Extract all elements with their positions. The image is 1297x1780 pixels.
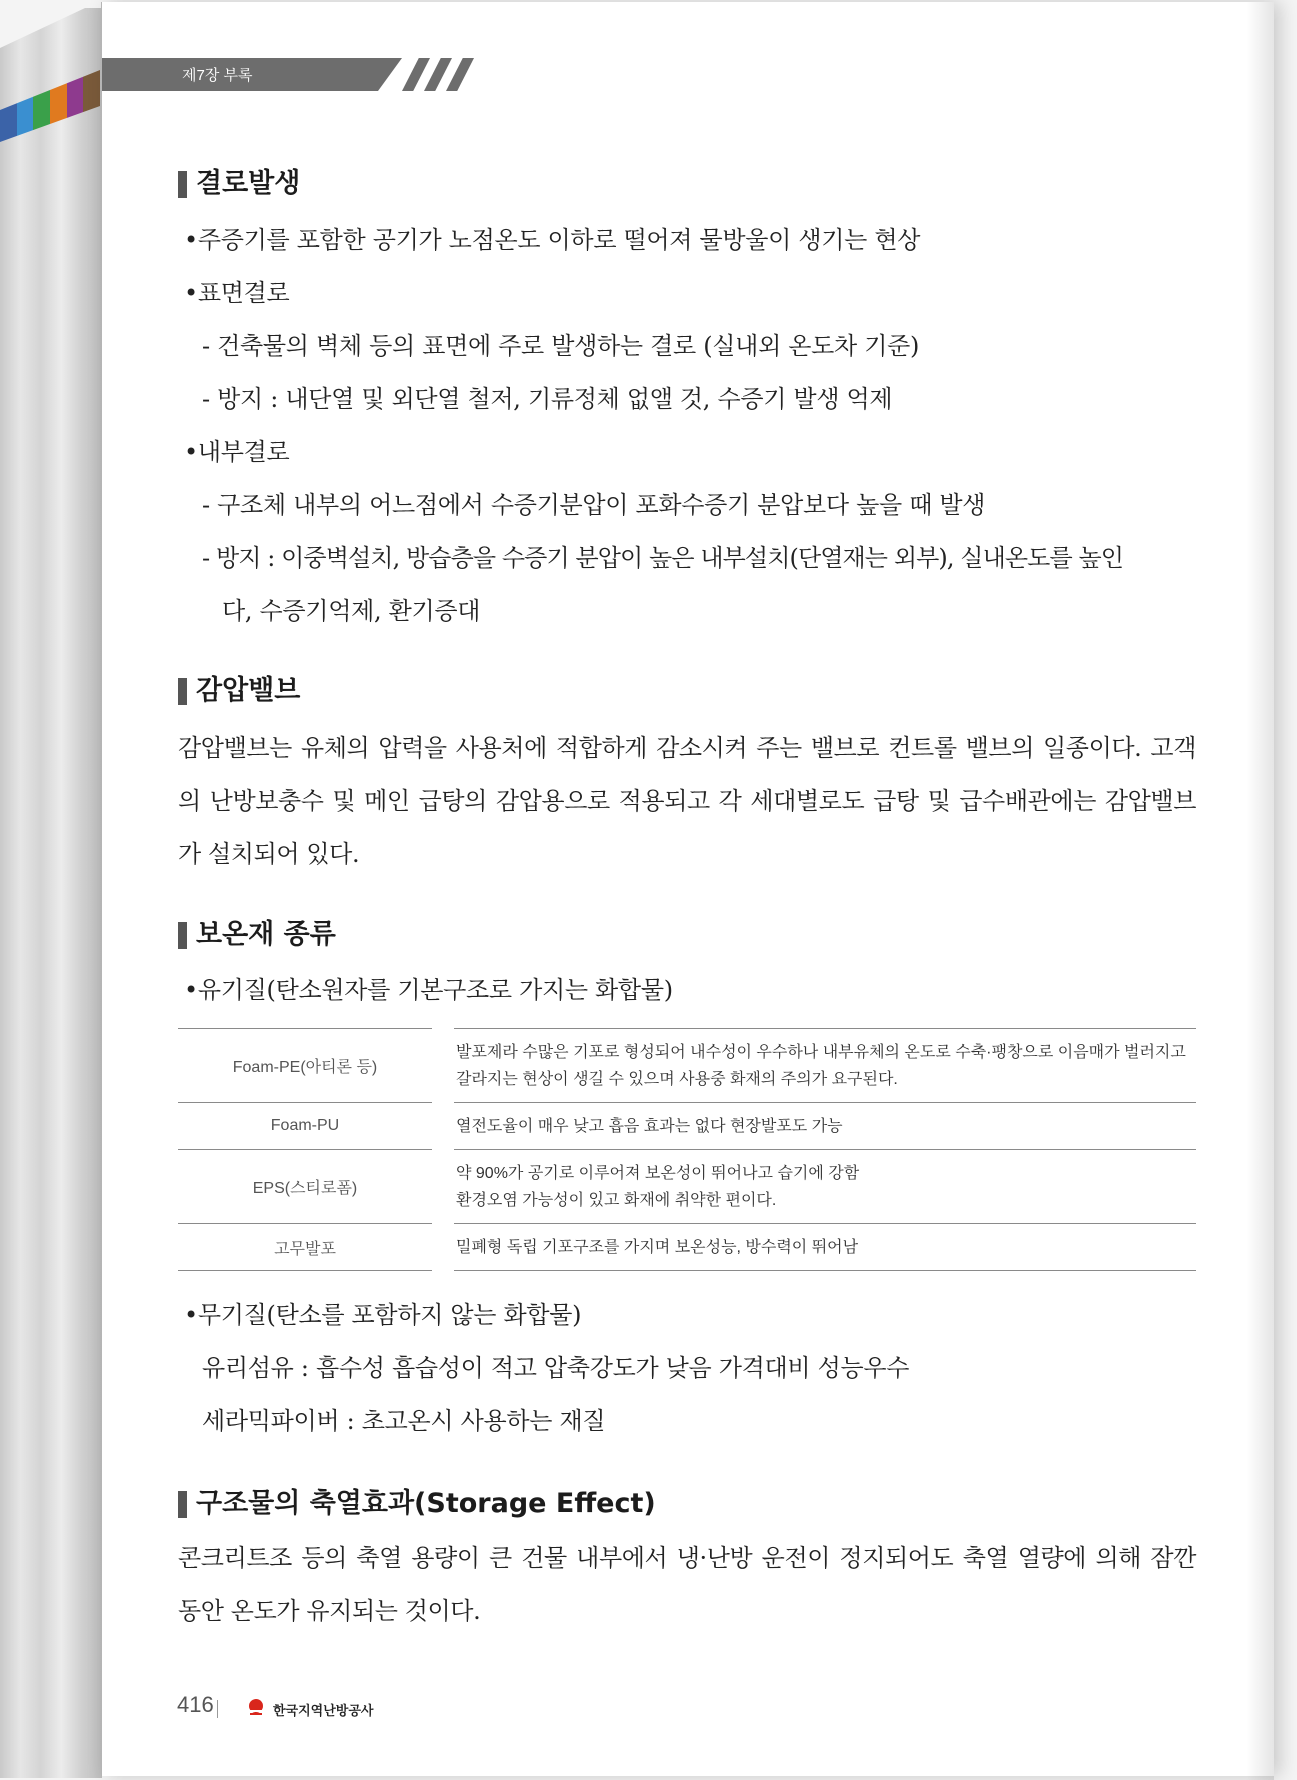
- table-row: [178, 1029, 1196, 1103]
- header-slash: [424, 58, 452, 91]
- section-title-condensation: 결로발생: [178, 168, 300, 200]
- bullet-text: •유기질(탄소원자를 기본구조로 가지는 화합물): [184, 976, 673, 1004]
- page-number: 416: [177, 1692, 214, 1717]
- bullet-text: •표면결로: [184, 279, 290, 307]
- table-row: [178, 1150, 1196, 1224]
- chapter-color-tabs: [0, 70, 100, 142]
- table-cell-name: Foam-PE(아티론 등): [178, 1029, 443, 1103]
- footer-divider: [217, 1700, 218, 1718]
- dash-text: - 건축물의 벽체 등의 표면에 주로 발생하는 결로 (실내외 온도차 기준): [202, 332, 920, 360]
- company-name: 한국지역난방공사: [273, 1704, 374, 1719]
- dash-text: - 방지 : 내단열 및 외단열 철저, 기류정체 없앨 것, 수증기 발생 억제: [202, 385, 893, 413]
- section-title-storage: 구조물의 축열효과(Storage Effect): [178, 1488, 656, 1520]
- storage-paragraph: 콘크리트조 등의 축열 용량이 큰 건물 내부에서 냉·난방 운전이 정지되어도 축열 열량에 의해 잠깐 동안 온도가 유지되는 것이다.: [178, 1544, 1196, 1625]
- inorganic-item: 세라믹파이버 : 초고온시 사용하는 재질: [202, 1407, 606, 1435]
- table-cell-name: EPS(스티로폼): [178, 1150, 443, 1224]
- table-cell-name: Foam-PU: [178, 1103, 443, 1150]
- header-slash: [402, 58, 430, 91]
- bullet-text: •내부결로: [184, 438, 290, 466]
- table-row: [178, 1224, 1196, 1271]
- table-row: [178, 1103, 1196, 1150]
- section-title-prv: 감압밸브: [178, 675, 300, 707]
- dash-text: - 구조체 내부의 어느점에서 수증기분압이 포화수증기 분압보다 높을 때 발생: [202, 491, 986, 519]
- table-cell-desc: 약 90%가 공기로 이루어져 보온성이 뛰어나고 습기에 강함 환경오염 가능성이 있고 화재에 취약한 편이다.: [443, 1150, 1196, 1224]
- chapter-label: 제7장 부록: [182, 67, 253, 84]
- bullet-text: •무기질(탄소를 포함하지 않는 화합물): [184, 1301, 582, 1329]
- header-slash: [446, 58, 474, 91]
- prv-paragraph: 감압밸브는 유체의 압력을 사용처에 적합하게 감소시켜 주는 밸브로 컨트롤 밸브의 일종이다. 고객의 난방보충수 및 메인 급탕의 감압용으로 적용되고 각 세대별로도 급탕 및 급수배관에는 감압밸브가 설치되어 있다.: [178, 734, 1196, 868]
- insulation-table: [178, 1028, 1196, 1271]
- table-cell-desc: 열전도율이 매우 낮고 흡음 효과는 없다 현장발포도 가능: [443, 1103, 1196, 1150]
- table-cell-name: 고무발포: [178, 1224, 443, 1271]
- table-cell-desc: 밀폐형 독립 기포구조를 가지며 보온성능, 방수력이 뛰어남: [443, 1224, 1196, 1271]
- bullet-text: •주증기를 포함한 공기가 노점온도 이하로 떨어져 물방울이 생기는 현상: [184, 226, 921, 254]
- book-page-edges: [0, 8, 102, 1778]
- dash-text-continued: 다, 수증기억제, 환기증대: [222, 597, 481, 625]
- section-title-insulation: 보온재 종류: [178, 919, 336, 951]
- inorganic-item: 유리섬유 : 흡수성 흡습성이 적고 압축강도가 낮음 가격대비 성능우수: [202, 1354, 910, 1382]
- company-logo-icon: [246, 1698, 266, 1718]
- dash-text: - 방지 : 이중벽설치, 방습층을 수증기 분압이 높은 내부설치(단열재는 외부), 실내온도를 높인: [202, 544, 1124, 572]
- table-cell-desc: 발포제라 수많은 기포로 형성되어 내수성이 우수하나 내부유체의 온도로 수축·팽창으로 이음매가 벌러지고 갈라지는 현상이 생길 수 있으며 사용중 화재의 주의가 요구된다.: [443, 1029, 1196, 1103]
